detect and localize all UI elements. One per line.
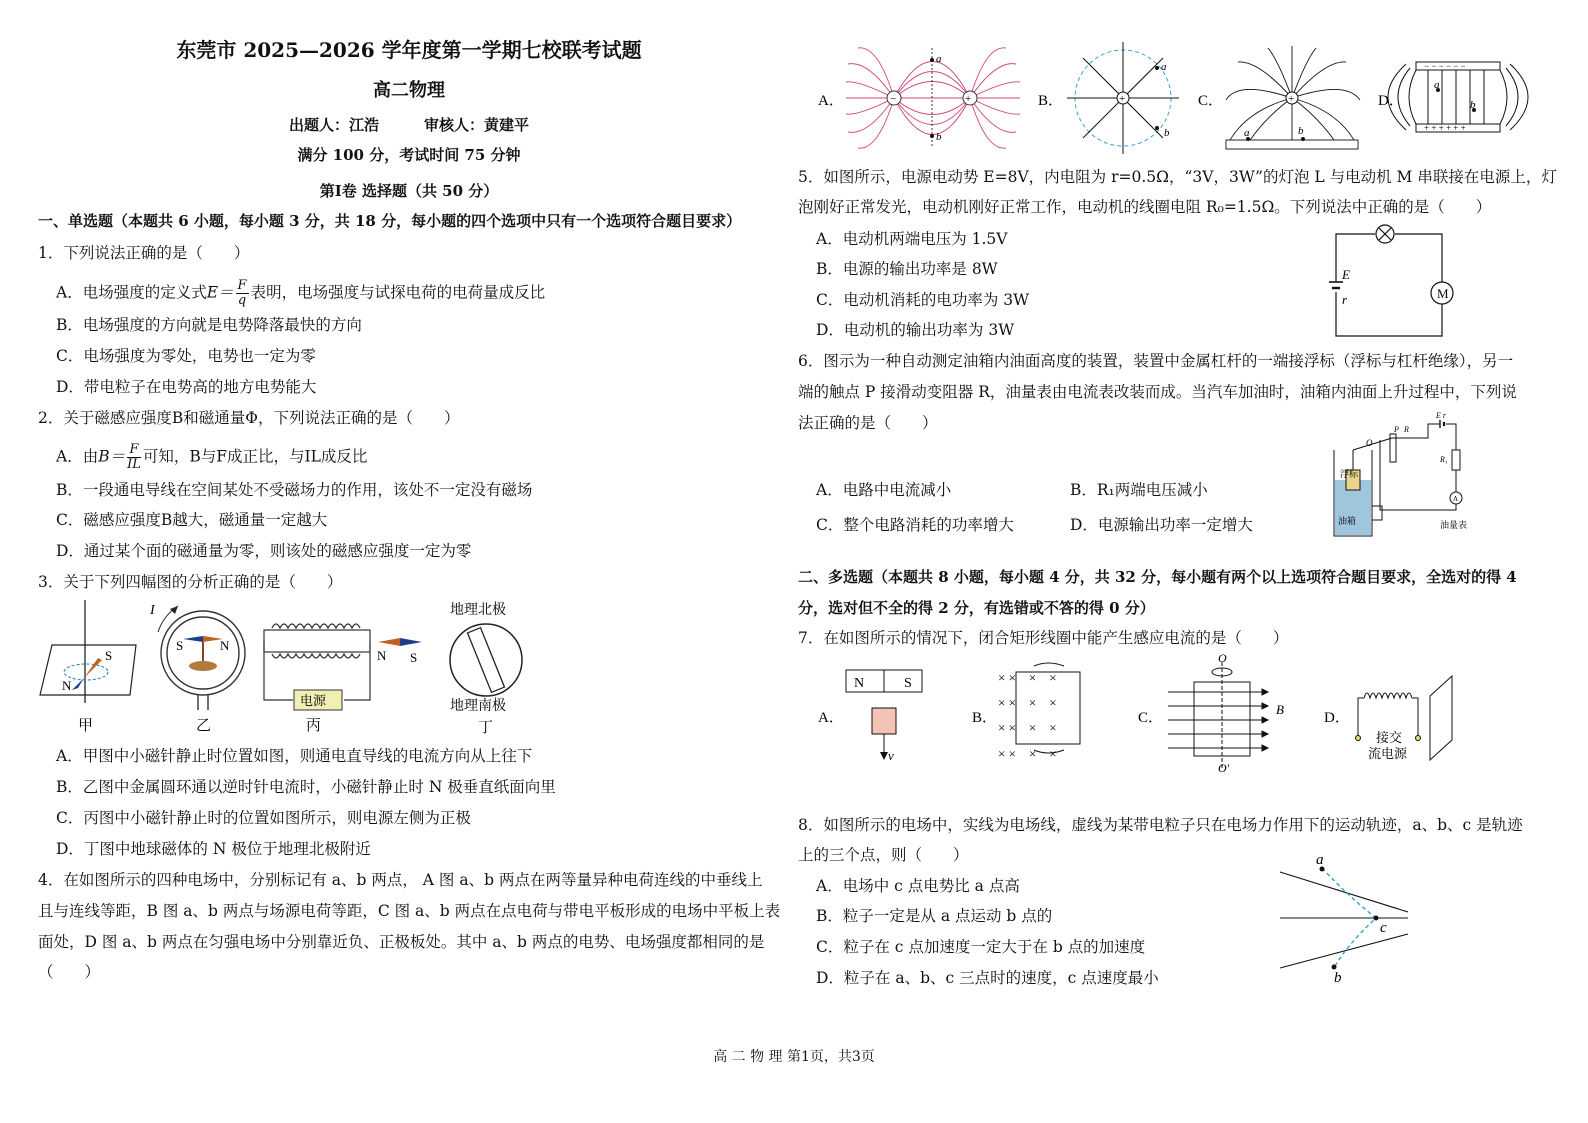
q5-option-d: D．电动机的输出功率为 3W xyxy=(816,321,1015,339)
svg-text:A．: A． xyxy=(818,93,844,109)
q4-line2: 且与连线等距，B 图 a、b 两点与场源电荷等距，C 图 a、b 两点在点电荷与带电平板形成的电场中平板上表 xyxy=(38,902,781,920)
q8-option-c: C．粒子在 c 点加速度一定大于在 b 点的加速度 xyxy=(816,938,1146,956)
svg-text:× × × ×: × × × × xyxy=(998,746,1057,761)
svg-text:a: a xyxy=(1161,61,1167,73)
svg-text:B．: B． xyxy=(1038,93,1064,109)
svg-text:D．: D． xyxy=(1324,710,1350,726)
q6-option-d: D．电源输出功率一定增大 xyxy=(1070,516,1253,534)
q6-line3: 法正确的是（ ） xyxy=(798,414,938,432)
q3-option-a: A．甲图中小磁针静止时位置如图，则通电直导线的电流方向从上往下 xyxy=(56,747,533,765)
svg-text:B．: B． xyxy=(972,710,998,726)
svg-text:+: + xyxy=(1288,93,1295,105)
q3-stem: 3．关于下列四幅图的分析正确的是（ ） xyxy=(38,573,343,591)
q6-option-a: A．电路中电流减小 xyxy=(816,481,952,499)
fig-bing-solenoid xyxy=(264,624,422,734)
svg-text:R₁: R₁ xyxy=(1440,455,1448,464)
q2-stem: 2．关于磁感应强度B和磁通量Φ，下列说法正确的是（ ） xyxy=(38,409,460,427)
section2-line2: 分，选对但不全的得 2 分，有选错或不答的得 0 分） xyxy=(798,599,1155,617)
q8-line1: 8．如图所示的电场中，实线为电场线，虚线为某带电粒子只在电场力作用下的运动轨迹，a、b、c 是轨迹 xyxy=(798,816,1523,834)
label-jia: 甲 xyxy=(78,716,94,734)
q1-fraction: $\frac{F}{q}$ xyxy=(237,278,247,308)
svg-text:+ + + + + +: + + + + + + xyxy=(1424,123,1466,133)
q2-option-d: D．通过某个面的磁通量为零，则该处的磁感应强度一定为零 xyxy=(56,542,472,560)
q2-option-b: B．一段通电导线在空间某处不受磁场力的作用，该处不一定没有磁场 xyxy=(56,481,533,499)
svg-text:C．: C． xyxy=(1198,93,1224,109)
svg-text:b: b xyxy=(1298,125,1304,137)
svg-text:+: + xyxy=(965,93,972,105)
q1-option-b: B．电场强度的方向就是电势降落最快的方向 xyxy=(56,316,362,334)
svg-text:S: S xyxy=(410,650,418,665)
q6-line1: 6．图示为一种自动测定油箱内油面高度的装置，装置中金属杠杆的一端接浮标（浮标与杠杆绝缘），另一 xyxy=(798,352,1514,370)
authors-line: 出题人：江浩 审核人：黄建平 xyxy=(288,116,529,134)
svg-text:O′: O′ xyxy=(1218,761,1230,772)
svg-text:× × × ×: × × × × xyxy=(998,720,1057,735)
q6-line2: 端的触点 P 接滑动变阻器 R，油量表由电流表改装而成。当汽车加油时，油箱内油面上升过程中，下列说 xyxy=(798,383,1517,401)
volume-title: 第Ⅰ卷 选择题（共 50 分） xyxy=(319,182,499,200)
q8-field-trajectory xyxy=(1276,850,1426,985)
svg-text:× × × ×: × × × × xyxy=(998,670,1057,685)
q5-option-b: B．电源的输出功率是 8W xyxy=(816,260,998,278)
q8-point-a: a xyxy=(1316,852,1324,868)
svg-text:O: O xyxy=(1366,438,1373,448)
fig-d-plates xyxy=(1388,62,1528,132)
svg-text:E: E xyxy=(1342,267,1350,282)
q3-option-c: C．丙图中小磁针静止时的位置如图所示，则电源左侧为正极 xyxy=(56,809,471,827)
q4-line1: 4．在如图所示的四种电场中，分别标记有 a、b 两点， A 图 a、b 两点在两等量异种电荷连线的中垂线上 xyxy=(38,871,763,889)
svg-text:R: R xyxy=(1404,425,1409,434)
north-geo-label: 地理北极 xyxy=(450,602,506,618)
svg-text:N: N xyxy=(62,678,72,693)
fig-b-point-charge xyxy=(1067,42,1179,154)
svg-text:E r: E r xyxy=(1436,411,1446,420)
q6-option-c: C．整个电路消耗的功率增大 xyxy=(816,516,1014,534)
svg-text:D．: D． xyxy=(1378,93,1404,109)
svg-text:r: r xyxy=(1342,292,1348,307)
section2-line1: 二、多选题（本题共 8 小题，每小题 4 分，共 32 分，每小题有两个以上选项符合题目要求，全选对的得 4 xyxy=(798,568,1517,586)
svg-text:浮标: 浮标 xyxy=(1340,470,1359,480)
q5-line2: 泡刚好正常发光，电动机刚好正常工作，电动机的线圈电阻 R₀=1.5Ω。下列说法中正确的是（ ） xyxy=(798,198,1492,216)
svg-text:b: b xyxy=(1164,127,1170,139)
svg-text:A: A xyxy=(1453,495,1459,503)
svg-text:× × × ×: × × × × xyxy=(998,695,1057,710)
fig-7c-rotating-coil xyxy=(1168,662,1268,768)
q8-option-d: D．粒子在 a、b、c 三点时的速度，c 点速度最小 xyxy=(816,969,1159,987)
svg-text:v: v xyxy=(888,748,894,763)
svg-text:流电源: 流电源 xyxy=(1368,746,1408,761)
label-bing: 丙 xyxy=(306,716,322,734)
svg-text:a: a xyxy=(1434,79,1440,91)
svg-text:I: I xyxy=(150,603,155,618)
fig-7a-magnet xyxy=(846,670,922,763)
section1-title: 一、单选题（本题共 6 小题，每小题 3 分，共 18 分，每小题的四个选项中只有一个选项符合题目要求） xyxy=(38,212,742,230)
exam-title: 东莞市 2025—2026 学年度第一学期七校联考试题 xyxy=(176,38,642,62)
fig-a-dipole xyxy=(846,48,1020,148)
q5-option-a: A．电动机两端电压为 1.5V xyxy=(816,230,1008,248)
q4-line3: 面处，D 图 a、b 两点在匀强电场中分别靠近负、正极板处。其中 a、b 两点的电势、电场强度都相同的是 xyxy=(38,933,765,951)
page-footer: 高 二 物 理 第1页，共3页 xyxy=(713,1049,875,1065)
power-label: 电源 xyxy=(300,694,327,709)
q7-stem: 7．在如图所示的情况下，闭合矩形线圈中能产生感应电流的是（ ） xyxy=(798,629,1289,647)
q6-option-b: B．R₁两端电压减小 xyxy=(1070,481,1208,499)
fig-yi-ring xyxy=(149,603,245,734)
q3-option-b: B．乙图中金属圆环通以逆时针电流时，小磁针静止时 N 极垂直纸面向里 xyxy=(56,778,556,796)
svg-text:接交: 接交 xyxy=(1376,730,1403,745)
svg-text:N: N xyxy=(377,648,387,663)
q1-option-c: C．电场强度为零处，电势也一定为零 xyxy=(56,347,316,365)
svg-text:O: O xyxy=(1218,652,1227,665)
q2-option-a: A．由B＝ $\frac{F}{IL}$ 可知，B与F成正比，与IL成反比 xyxy=(56,442,368,472)
svg-text:a: a xyxy=(936,53,942,65)
svg-text:N: N xyxy=(854,676,865,691)
q1-stem: 1．下列说法正确的是（ ） xyxy=(38,244,250,262)
svg-text:B: B xyxy=(1276,702,1284,717)
q5-circuit xyxy=(1328,222,1458,342)
q4-figures xyxy=(798,40,1538,160)
q2-fraction: $\frac{F}{IL}$ xyxy=(127,442,141,472)
q3-option-d: D．丁图中地球磁体的 N 极位于地理北极附近 xyxy=(56,840,371,858)
svg-text:a: a xyxy=(1244,127,1250,139)
svg-text:油箱: 油箱 xyxy=(1338,517,1357,527)
q7-figures xyxy=(798,652,1538,772)
fig-jia-compass-wire xyxy=(40,600,136,734)
svg-text:− − − − − −: − − − − − − xyxy=(1424,61,1466,71)
q8-line2: 上的三个点，则（ ） xyxy=(798,846,969,864)
q2-option-c: C．磁感应强度B越大，磁通量一定越大 xyxy=(56,511,328,529)
svg-text:P: P xyxy=(1394,425,1399,434)
svg-text:油量表: 油量表 xyxy=(1440,521,1468,531)
svg-text:b: b xyxy=(1470,99,1476,111)
svg-text:N: N xyxy=(220,638,230,653)
svg-text:S: S xyxy=(176,638,184,653)
q1-option-a: A．电场强度的定义式E＝ $\frac{F}{q}$ 表明，电场强度与试探电荷的电荷量成反比 xyxy=(56,278,546,308)
svg-text:−: − xyxy=(890,93,897,105)
q8-option-a: A．电场中 c 点电势比 a 点高 xyxy=(816,877,1020,895)
svg-text:b: b xyxy=(936,131,942,143)
q8-option-b: B．粒子一定是从 a 点运动 b 点的 xyxy=(816,907,1053,925)
svg-text:A．: A． xyxy=(818,710,844,726)
svg-text:C．: C． xyxy=(1138,710,1164,726)
motor-label: M xyxy=(1437,286,1449,301)
label-ding: 丁 xyxy=(478,718,494,736)
q5-line1: 5．如图所示，电源电动势 E=8V，内电阻为 r=0.5Ω，“3V，3W”的灯泡 L 与电动机 M 串联接在电源上，灯 xyxy=(798,168,1557,186)
score-time-line: 满分 100 分，考试时间 75 分钟 xyxy=(297,146,521,164)
svg-text:S: S xyxy=(105,648,113,663)
q5-option-c: C．电动机消耗的电功率为 3W xyxy=(816,291,1030,309)
q1-option-d: D．带电粒子在电势高的地方电势能大 xyxy=(56,378,317,396)
south-geo-label: 地理南极 xyxy=(450,698,506,714)
fig-7b-field xyxy=(998,663,1080,761)
q3-figures xyxy=(38,598,538,740)
svg-text:S: S xyxy=(904,676,912,691)
q6-oil-gauge xyxy=(1328,410,1478,540)
q4-line4: （ ） xyxy=(38,963,101,981)
q8-point-b: b xyxy=(1334,970,1342,985)
label-yi: 乙 xyxy=(196,716,212,734)
svg-text:+: + xyxy=(1119,93,1126,105)
subject-title: 高二物理 xyxy=(373,80,445,101)
q8-point-c: c xyxy=(1380,920,1387,936)
fig-ding-earth xyxy=(450,601,522,736)
